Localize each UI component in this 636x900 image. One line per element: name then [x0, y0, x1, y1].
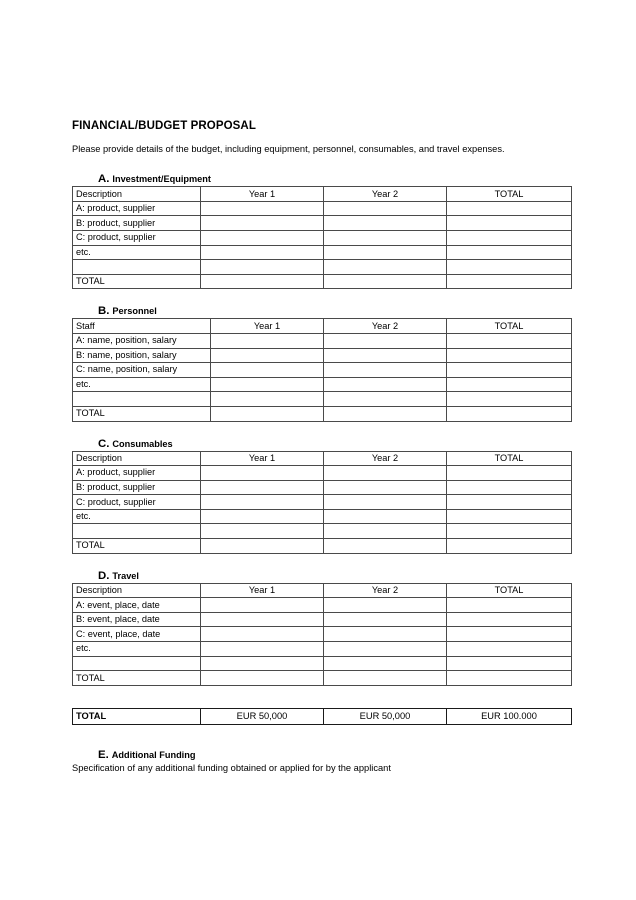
section-c-heading — [98, 437, 572, 450]
section-consumables — [72, 437, 572, 554]
cell-year1[interactable] — [211, 333, 324, 348]
cell-year1[interactable] — [201, 524, 324, 539]
table-row — [73, 230, 572, 245]
column-header-staff: Staff — [73, 319, 211, 334]
row-label: A: name, position, salary — [73, 333, 211, 348]
column-header-total: TOTAL — [447, 451, 572, 466]
row-label: B: name, position, salary — [73, 348, 211, 363]
cell-total[interactable] — [447, 230, 572, 245]
column-header-total: TOTAL — [447, 583, 572, 598]
table-personnel — [72, 318, 572, 421]
cell-year1[interactable] — [201, 480, 324, 495]
cell-year2[interactable] — [324, 201, 447, 216]
table-row — [73, 216, 572, 231]
column-header-year1: Year 1 — [201, 583, 324, 598]
section-investment-equipment — [72, 172, 572, 289]
cell-total[interactable] — [447, 539, 572, 554]
table-header-row — [73, 187, 572, 202]
section-e-heading — [98, 748, 572, 761]
cell-total[interactable] — [447, 363, 572, 378]
cell-year1[interactable] — [201, 509, 324, 524]
row-label: C: product, supplier — [73, 230, 201, 245]
grand-total-row — [73, 708, 572, 724]
cell-total[interactable] — [447, 260, 572, 275]
cell-total[interactable] — [447, 627, 572, 642]
cell-year2[interactable] — [324, 642, 447, 657]
cell-total[interactable] — [447, 377, 572, 392]
table-row-total — [73, 539, 572, 554]
cell-year2[interactable] — [324, 377, 447, 392]
row-label: A: event, place, date — [73, 598, 201, 613]
column-header-total: TOTAL — [447, 187, 572, 202]
cell-total[interactable] — [447, 642, 572, 657]
section-b-letter: B. — [98, 305, 110, 318]
grand-total-year2[interactable]: EUR 50,000 — [324, 708, 447, 724]
section-c-letter: C. — [98, 437, 110, 450]
cell-year1[interactable] — [201, 539, 324, 554]
cell-year1[interactable] — [201, 642, 324, 657]
row-label: B: event, place, date — [73, 612, 201, 627]
table-row — [73, 509, 572, 524]
table-travel — [72, 583, 572, 686]
cell-year2[interactable] — [324, 612, 447, 627]
column-header-year1: Year 1 — [211, 319, 324, 334]
cell-total[interactable] — [447, 348, 572, 363]
table-row-total — [73, 274, 572, 289]
grand-total-total[interactable]: EUR 100.000 — [447, 708, 572, 724]
table-row — [73, 480, 572, 495]
row-label: C: product, supplier — [73, 495, 201, 510]
section-d-letter: D. — [98, 569, 110, 582]
table-row — [73, 612, 572, 627]
cell-year1[interactable] — [201, 260, 324, 275]
cell-year2[interactable] — [324, 524, 447, 539]
row-label: etc. — [73, 377, 211, 392]
cell-year2[interactable] — [324, 656, 447, 671]
table-grand-total — [72, 708, 572, 725]
section-b-name: Personnel — [112, 306, 157, 317]
cell-year2[interactable] — [324, 392, 447, 407]
cell-total[interactable] — [447, 245, 572, 260]
cell-total[interactable] — [447, 274, 572, 289]
row-label: A: product, supplier — [73, 201, 201, 216]
grand-total-label: TOTAL — [73, 708, 201, 724]
cell-year1[interactable] — [211, 392, 324, 407]
cell-year2[interactable] — [324, 274, 447, 289]
cell-year2[interactable] — [324, 509, 447, 524]
table-row — [73, 363, 572, 378]
table-header-row — [73, 583, 572, 598]
cell-year2[interactable] — [324, 480, 447, 495]
section-travel — [72, 569, 572, 686]
cell-year1[interactable] — [201, 230, 324, 245]
table-header-row — [73, 319, 572, 334]
cell-total[interactable] — [447, 598, 572, 613]
table-row — [73, 201, 572, 216]
table-row-blank — [73, 260, 572, 275]
table-row-blank — [73, 656, 572, 671]
column-header-total: TOTAL — [447, 319, 572, 334]
section-e-letter: E. — [98, 748, 109, 761]
table-row — [73, 377, 572, 392]
column-header-year1: Year 1 — [201, 187, 324, 202]
row-label: etc. — [73, 509, 201, 524]
cell-year1[interactable] — [201, 466, 324, 481]
cell-year1[interactable] — [201, 671, 324, 686]
cell-total[interactable] — [447, 495, 572, 510]
cell-total[interactable] — [447, 524, 572, 539]
cell-year1[interactable] — [201, 598, 324, 613]
section-personnel — [72, 304, 572, 421]
table-row-total — [73, 406, 572, 421]
row-label: A: product, supplier — [73, 466, 201, 481]
cell-year2[interactable] — [324, 671, 447, 686]
column-header-year2: Year 2 — [324, 583, 447, 598]
row-label[interactable] — [73, 260, 201, 275]
column-header-year1: Year 1 — [201, 451, 324, 466]
cell-total[interactable] — [447, 392, 572, 407]
table-row — [73, 333, 572, 348]
column-header-year2: Year 2 — [324, 187, 447, 202]
cell-year1[interactable] — [211, 363, 324, 378]
cell-year1[interactable] — [201, 656, 324, 671]
section-e-name: Additional Funding — [111, 749, 196, 760]
cell-year1[interactable] — [211, 348, 324, 363]
cell-year1[interactable] — [201, 627, 324, 642]
intro-paragraph: Please provide details of the budget, including equipment, personnel, consumables, and travel expenses. — [72, 143, 505, 154]
page-title: FINANCIAL/BUDGET PROPOSAL — [72, 120, 256, 132]
row-label: B: product, supplier — [73, 480, 201, 495]
cell-year1[interactable] — [201, 612, 324, 627]
column-header-description: Description — [73, 187, 201, 202]
cell-total[interactable] — [447, 406, 572, 421]
cell-total[interactable] — [447, 671, 572, 686]
cell-year2[interactable] — [324, 260, 447, 275]
row-label: etc. — [73, 642, 201, 657]
cell-year1[interactable] — [201, 274, 324, 289]
table-row-blank — [73, 524, 572, 539]
column-header-year2: Year 2 — [324, 451, 447, 466]
grand-total-year1[interactable]: EUR 50,000 — [201, 708, 324, 724]
table-row — [73, 627, 572, 642]
section-d-heading — [98, 569, 572, 582]
row-label: etc. — [73, 245, 201, 260]
row-label-total: TOTAL — [73, 274, 201, 289]
cell-year1[interactable] — [211, 377, 324, 392]
cell-year1[interactable] — [201, 201, 324, 216]
section-d-name: Travel — [112, 570, 139, 581]
row-label[interactable] — [73, 392, 211, 407]
section-a-heading — [98, 172, 572, 185]
cell-total[interactable] — [447, 656, 572, 671]
cell-year2[interactable] — [324, 333, 447, 348]
cell-year2[interactable] — [324, 495, 447, 510]
cell-total[interactable] — [447, 333, 572, 348]
cell-total[interactable] — [447, 612, 572, 627]
cell-total[interactable] — [447, 216, 572, 231]
cell-year1[interactable] — [211, 406, 324, 421]
table-row — [73, 466, 572, 481]
section-a-name: Investment/Equipment — [112, 174, 211, 185]
cell-total[interactable] — [447, 201, 572, 216]
cell-year2[interactable] — [324, 230, 447, 245]
cell-year1[interactable] — [201, 495, 324, 510]
table-row — [73, 348, 572, 363]
cell-year2[interactable] — [324, 627, 447, 642]
row-label: C: event, place, date — [73, 627, 201, 642]
cell-year2[interactable] — [324, 348, 447, 363]
cell-year1[interactable] — [201, 245, 324, 260]
cell-year2[interactable] — [324, 466, 447, 481]
table-row-blank — [73, 392, 572, 407]
cell-total[interactable] — [447, 480, 572, 495]
table-row — [73, 495, 572, 510]
cell-year1[interactable] — [201, 216, 324, 231]
cell-year2[interactable] — [324, 363, 447, 378]
table-row-total — [73, 671, 572, 686]
row-label[interactable] — [73, 524, 201, 539]
section-additional-funding — [72, 748, 572, 774]
row-label-total: TOTAL — [73, 539, 201, 554]
row-label: B: product, supplier — [73, 216, 201, 231]
row-label[interactable] — [73, 656, 201, 671]
section-c-name: Consumables — [112, 438, 173, 449]
column-header-year2: Year 2 — [324, 319, 447, 334]
cell-year2[interactable] — [324, 245, 447, 260]
section-b-heading — [98, 304, 572, 317]
column-header-description: Description — [73, 583, 201, 598]
row-label: C: name, position, salary — [73, 363, 211, 378]
row-label-total: TOTAL — [73, 406, 211, 421]
row-label-total: TOTAL — [73, 671, 201, 686]
table-row — [73, 245, 572, 260]
cell-year2[interactable] — [324, 406, 447, 421]
column-header-description: Description — [73, 451, 201, 466]
cell-total[interactable] — [447, 509, 572, 524]
additional-funding-note: Specification of any additional funding obtained or applied for by the applicant — [72, 762, 391, 773]
cell-year2[interactable] — [324, 598, 447, 613]
table-investment-equipment — [72, 186, 572, 289]
table-consumables — [72, 451, 572, 554]
section-a-letter: A. — [98, 173, 110, 186]
table-row — [73, 598, 572, 613]
table-row — [73, 642, 572, 657]
table-header-row — [73, 451, 572, 466]
cell-year2[interactable] — [324, 539, 447, 554]
cell-total[interactable] — [447, 466, 572, 481]
cell-year2[interactable] — [324, 216, 447, 231]
